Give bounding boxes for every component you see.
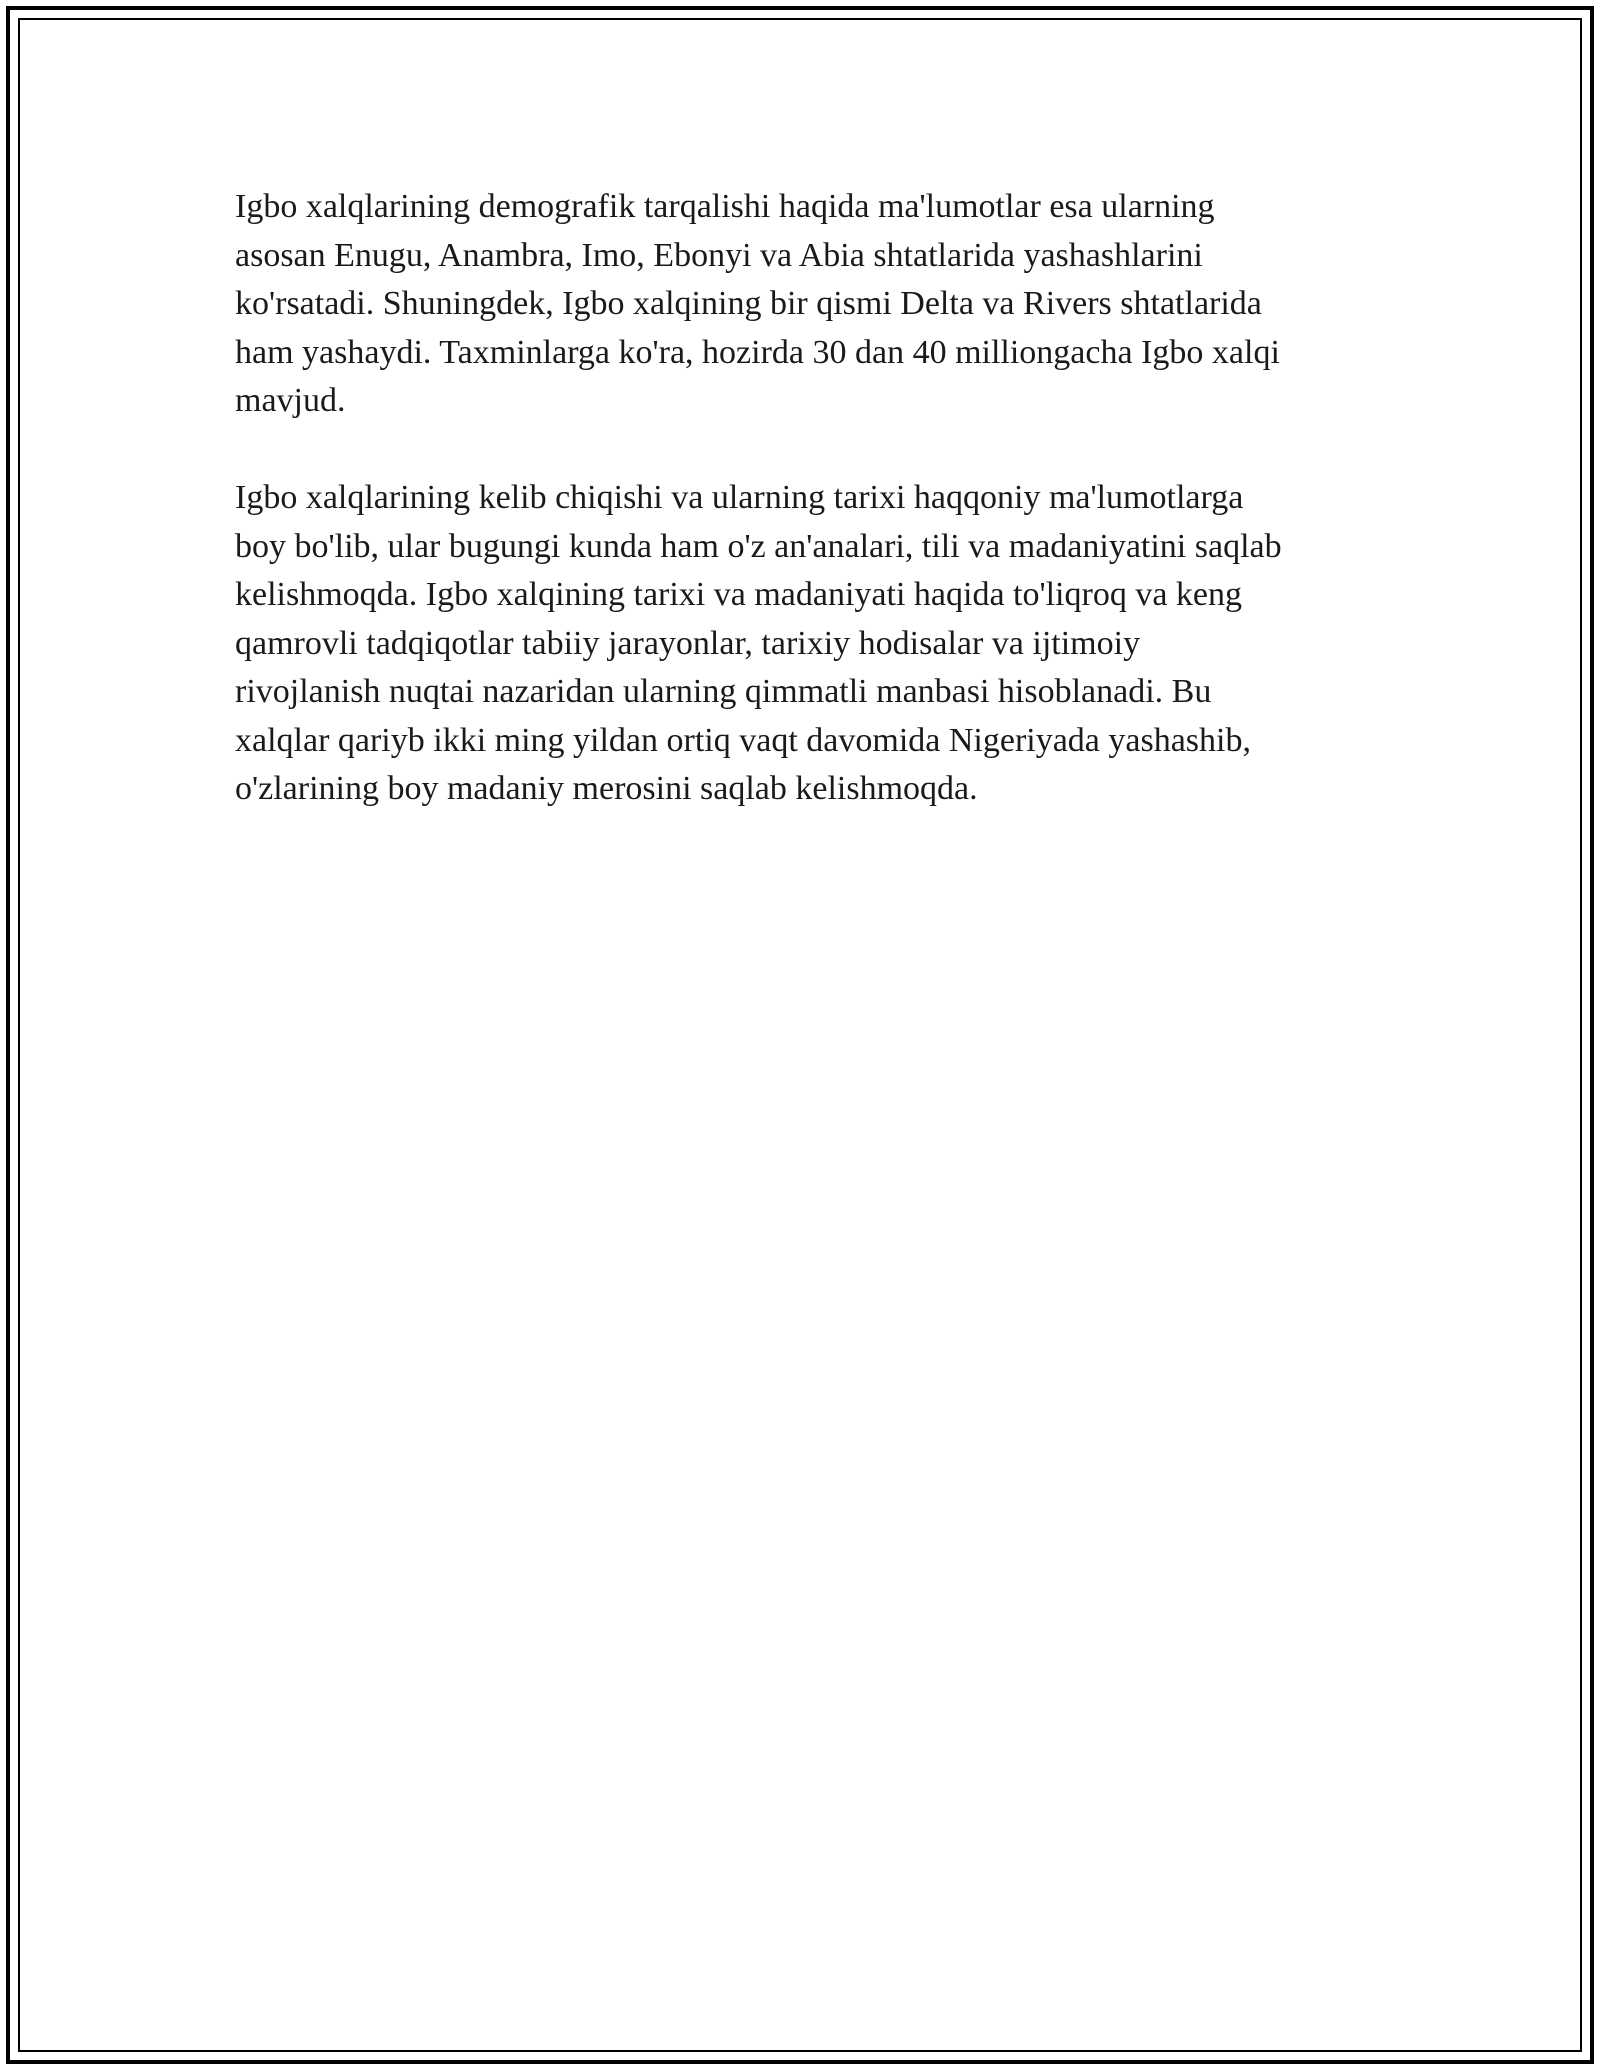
paragraph-demographics: Igbo xalqlarining demografik tarqalishi haqida ma'lumotlar esa ularning asosan Enugu, Anambra, Imo, Ebonyi va Abia shtatlarida yashashlarini ko'rsatadi. Shuningdek, Igbo xalqining bir qismi Delta va Rivers shtatlarida ham yashaydi. Taxminlarga ko'ra, hozirda 30 dan 40 milliongacha Igbo xalqi mavjud. [235, 188, 1280, 419]
paragraph-history: Igbo xalqlarining kelib chiqishi va ularning tarixi haqqoniy ma'lumotlarga boy bo'lib, ular bugungi kunda ham o'z an'analari, tili va madaniyatini saqlab kelishmoqda. Igbo xalqining tarixi va madaniyati haqida to'liqroq va keng qamrovli tadqiqotlar tabiiy jarayonlar, tarixiy hodisalar va ijtimoiy rivojlanish nuqtai nazaridan ularning qimmatli manbasi hisoblanadi. Bu xalqlar qariyb ikki ming yildan ortiq vaqt davomida Nigeriyada yashashib, o'zlarining boy madaniy merosini saqlab kelishmoqda. [235, 479, 1282, 807]
document-body [235, 183, 1375, 862]
